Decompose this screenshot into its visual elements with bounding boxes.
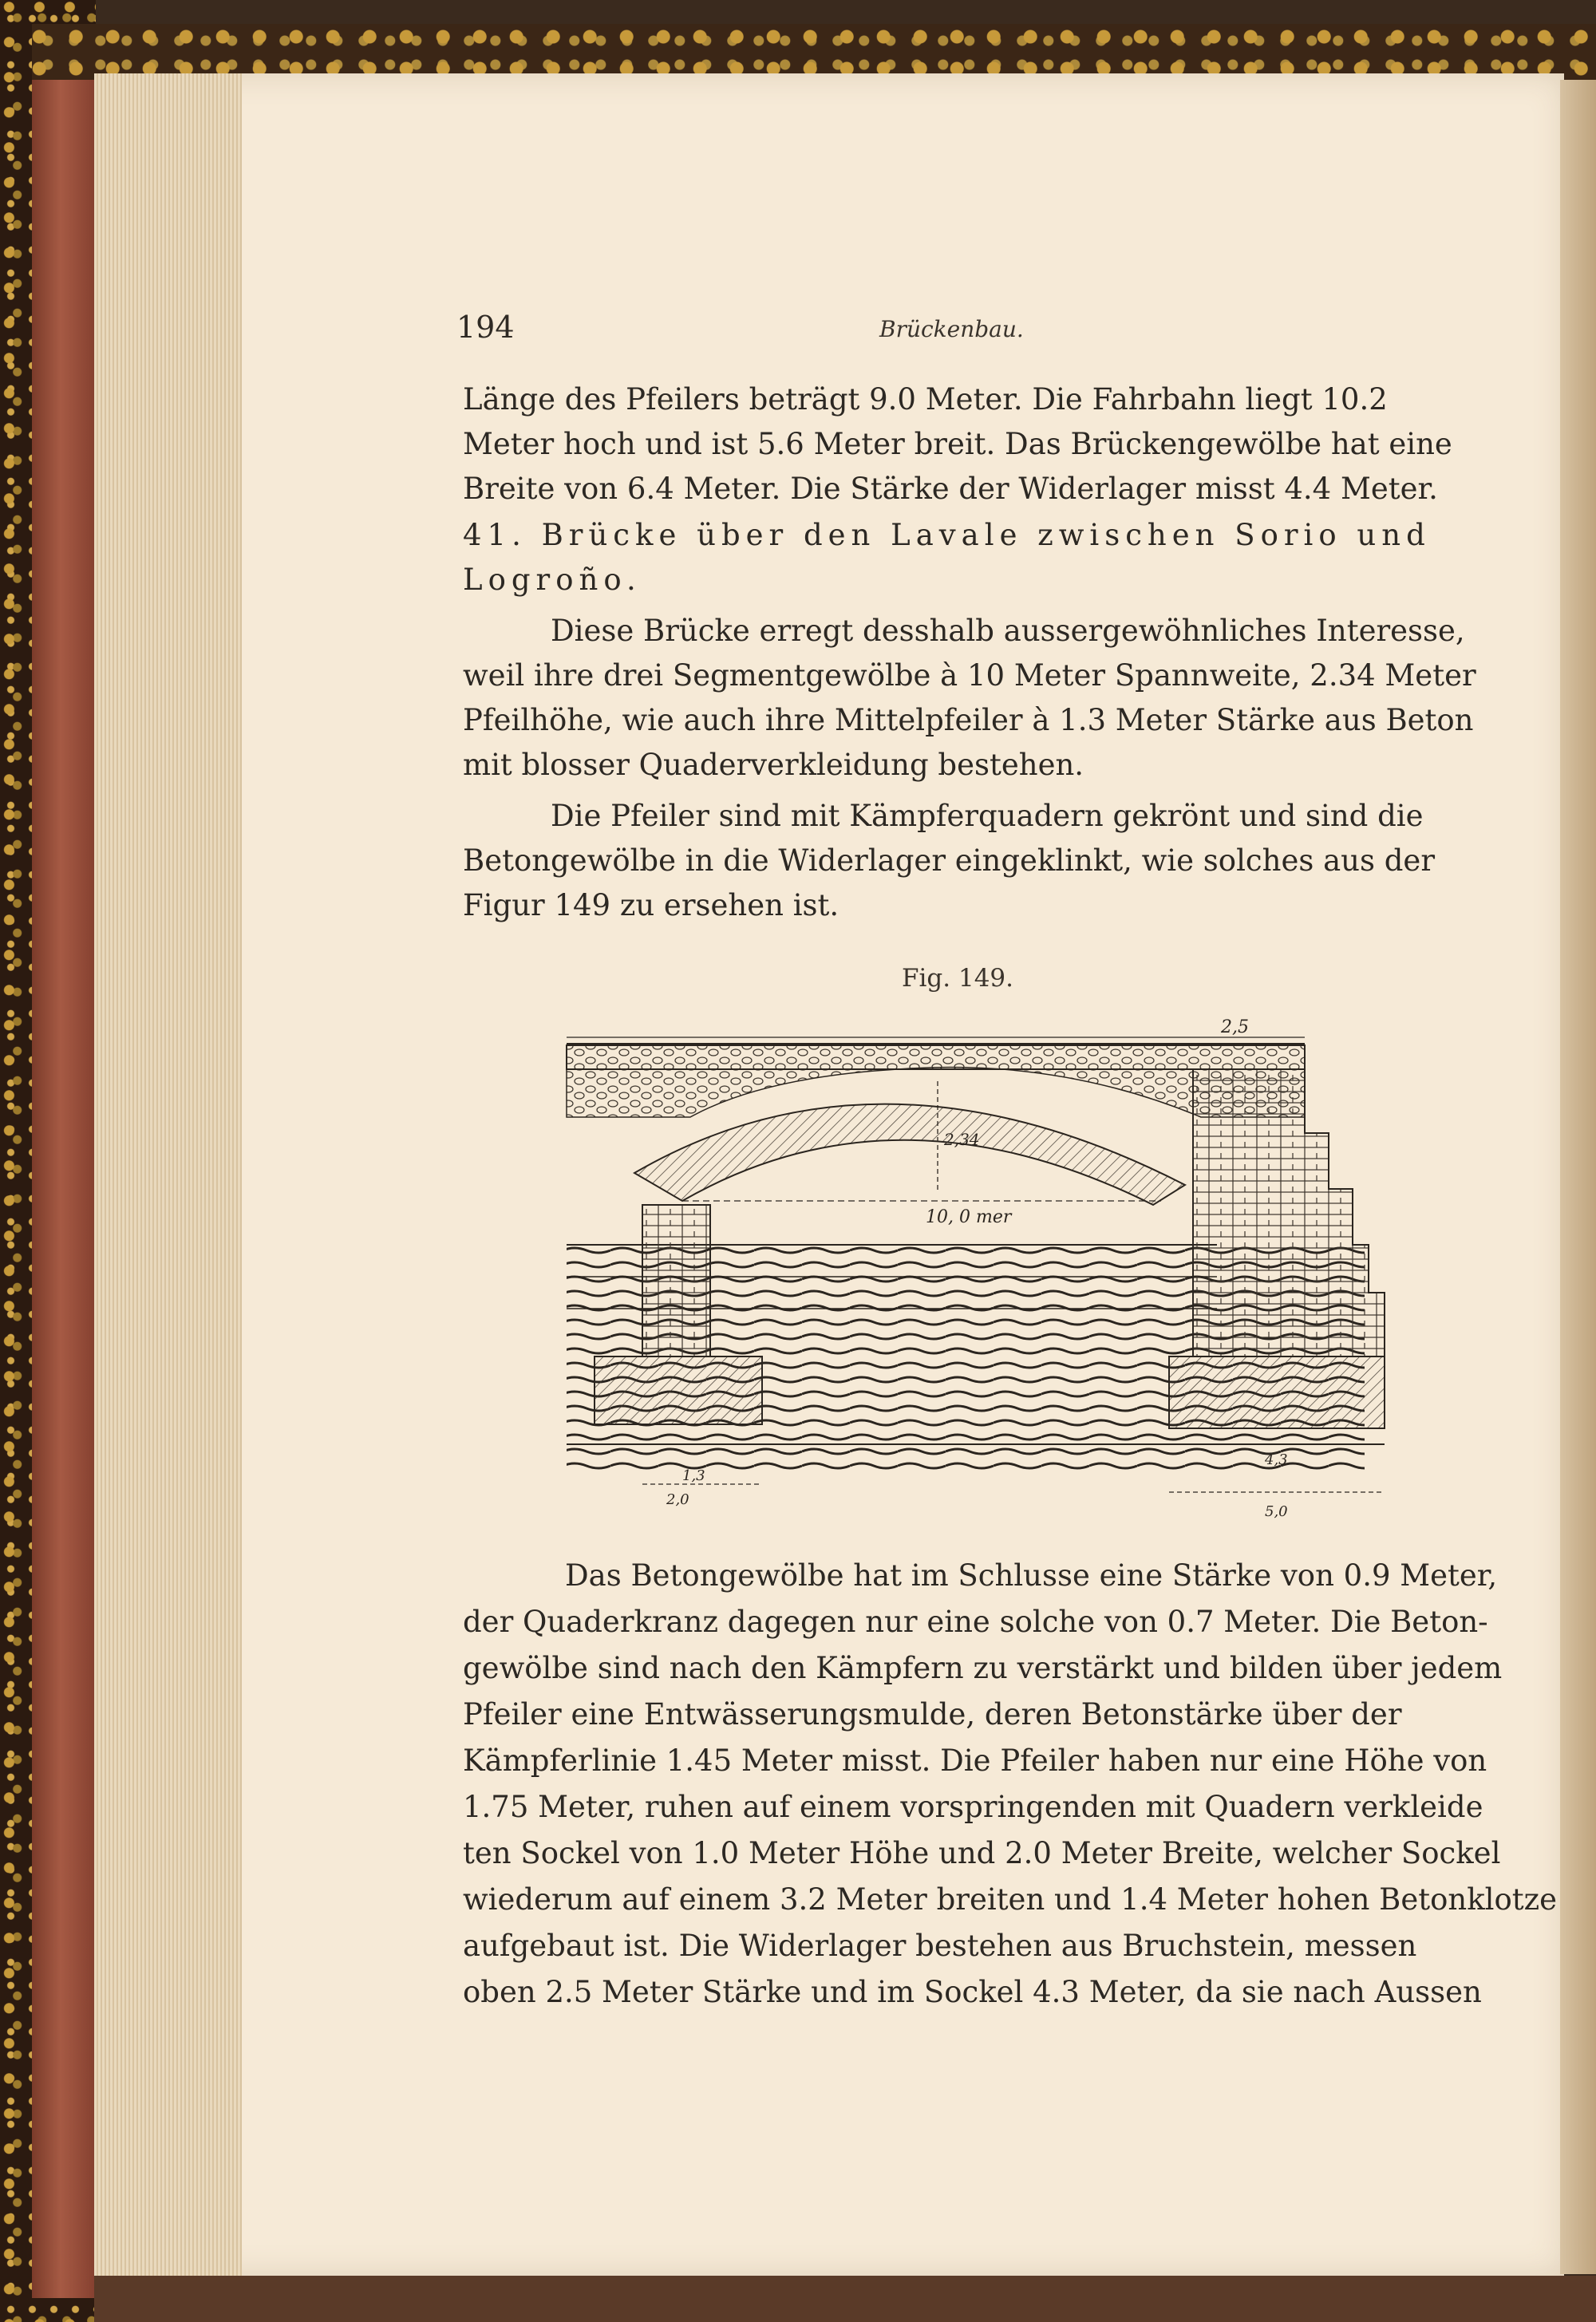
- text-line: Figur 149 zu ersehen ist.: [463, 888, 839, 922]
- text-line: mit blosser Quaderverkleidung bestehen.: [463, 748, 1084, 782]
- text-line: weil ihre drei Segmentgewölbe à 10 Meter Spannweite, 2.34 Meter: [463, 658, 1476, 693]
- text-line: Länge des Pfeilers beträgt 9.0 Meter. Die Fahrbahn liegt 10.2: [463, 382, 1388, 417]
- dim-pier-width: 1,3: [682, 1467, 705, 1484]
- dim-rise: 2,34: [944, 1130, 980, 1149]
- text-line: Pfeilhöhe, wie auch ihre Mittelpfeiler à 1.3 Meter Stärke aus Beton: [463, 703, 1474, 737]
- page-edges: [94, 73, 242, 2276]
- text-line: Diese Brücke erregt desshalb aussergewöhnliches Interesse,: [551, 614, 1465, 648]
- dim-top-width: 2,5: [1221, 1017, 1249, 1037]
- right-abutment: [1193, 1069, 1385, 1356]
- facing-page-edge: [1560, 80, 1596, 2274]
- text-line: Meter hoch und ist 5.6 Meter breit. Das Brückengewölbe hat eine: [463, 427, 1452, 461]
- book-spine: [32, 24, 104, 2298]
- book-bottom-edge: [94, 2276, 1596, 2322]
- text-line: oben 2.5 Meter Stärke und im Sockel 4.3 Meter, da sie nach Aussen: [463, 1975, 1482, 2009]
- text-line: gewölbe sind nach den Kämpfern zu verstärkt und bilden über jedem: [463, 1651, 1503, 1685]
- text-line: Die Pfeiler sind mit Kämpferquadern gekrönt und sind die: [551, 799, 1424, 833]
- dim-abutment-step: 4,3: [1265, 1451, 1288, 1468]
- abutment-footing: [1169, 1356, 1385, 1428]
- text-line: 1.75 Meter, ruhen auf einem vorspringenden mit Quadern verkleide: [463, 1790, 1483, 1824]
- running-title: Brückenbau.: [879, 316, 1024, 342]
- bridge-deck: [567, 1045, 1305, 1069]
- text-line: Kämpferlinie 1.45 Meter misst. Die Pfeiler haben nur eine Höhe von: [463, 1743, 1487, 1778]
- text-line: der Quaderkranz dagegen nur eine solche von 0.7 Meter. Die Beton-: [463, 1605, 1488, 1639]
- text-line: aufgebaut ist. Die Widerlager bestehen aus Bruchstein, messen: [463, 1929, 1417, 1963]
- concrete-arch: [634, 1104, 1185, 1205]
- left-pier-footing: [595, 1356, 762, 1424]
- text-line: Pfeiler eine Entwässerungsmulde, deren Betonstärke über der: [463, 1697, 1402, 1732]
- dim-abutment-base: 5,0: [1265, 1503, 1288, 1520]
- page-header: [456, 310, 1478, 357]
- text-line: Breite von 6.4 Meter. Die Stärke der Widerlager misst 4.4 Meter.: [463, 472, 1438, 506]
- section-heading: 41. Brücke über den Lavale zwischen Sorio und: [463, 518, 1431, 552]
- text-line: ten Sockel von 1.0 Meter Höhe und 2.0 Meter Breite, welcher Sockel: [463, 1836, 1501, 1870]
- bridge-section-figure: [563, 1013, 1389, 1532]
- text-line: Das Betongewölbe hat im Schlusse eine Stärke von 0.9 Meter,: [565, 1558, 1498, 1593]
- left-pier: [642, 1205, 710, 1356]
- section-heading-cont: Logroño.: [463, 563, 642, 597]
- marbled-top-edge: [32, 24, 1596, 80]
- figure-caption: Fig. 149.: [902, 964, 1013, 993]
- text-line: wiederum auf einem 3.2 Meter breiten und 1.4 Meter hohen Betonklotze: [463, 1882, 1558, 1917]
- page-number: 194: [456, 310, 515, 345]
- dim-pier-base: 2,0: [666, 1491, 689, 1508]
- dim-span: 10, 0 mer: [926, 1207, 1012, 1227]
- text-line: Betongewölbe in die Widerlager eingeklinkt, wie solches aus der: [463, 843, 1436, 878]
